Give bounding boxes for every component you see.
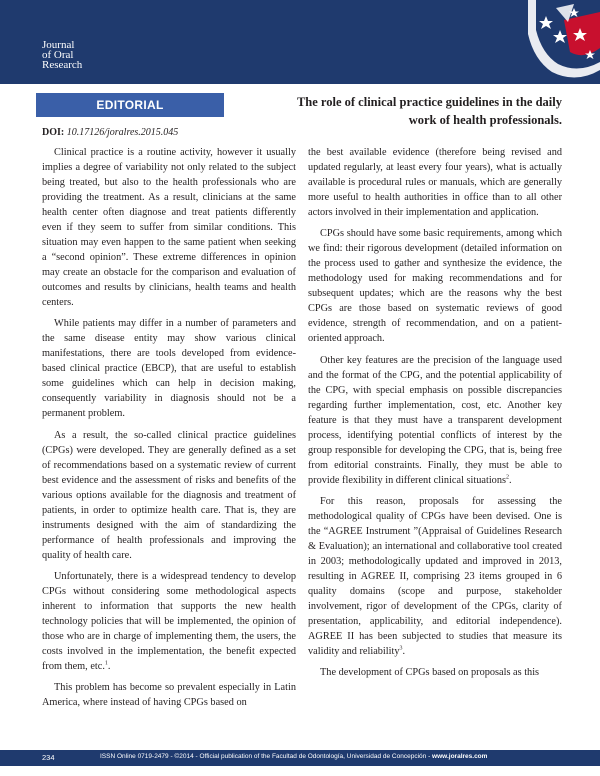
footer-website-link[interactable]: www.joralres.com [432,753,488,760]
section-label: EDITORIAL [36,93,224,117]
right-paragraph-2: CPGs should have some basic requirements, among which we find: their rigorous development (detailed information on the process used to gather and synthesize the evidence, the methodology used for making recommendations and for subsequent updates; which are the reasons why the best CPGs are those based on systematic reviews of good evidence, strength of recommendation, and on a patient-oriented approach. [308,228,562,345]
right-paragraph-4-text: For this reason, proposals for assessing the methodological quality of CPGs have been devised. One is the “AGREE Instrument ”(Appraisal of Guidelines Research & Evaluation); an international and collaborative tool created in 2003; methodologically updated and improved in 2013, resulting in AGREE II, comprising 23 items grouped in 6 quality domains (scope and purpose, stakeholder involvement, rigor of development of the CPGs, clarity of presentation, applicability, and editorial independence). AGREE II has been subjected to studies that measure its validity and reliability [308,495,562,658]
right-paragraph-3: Other key features are the precision of the language used and the format of the CPG, and the potential applicability of the CPG, with special emphasis on possible discrepancies regarding further implementation, cost, etc. Another key feature is that they must have a transparent development process, identifying potential conflicts of interest by the group responsible for developing the CPG, that is, being free from editorial constraints. Finally, they must be able to provide flexibility in different clinical situations$^2$. [308,354,562,486]
article-title: The role of clinical practice guidelines in the daily work of health professionals. [296,95,562,127]
right-paragraph-4: For this reason, proposals for assessing the methodological quality of CPGs have been devised. One is the “AGREE Instrument ”(Appraisal of Guidelines Research & Evaluation); an international and collaborative tool created in 2003; methodologically updated and improved in 2013, resulting in AGREE II, comprising 23 items grouped in 6 quality domains (scope and purpose, stakeholder involvement, rigor of development of the CPGs, clarity of presentation, applicability, and editorial independence). AGREE II has been subjected to studies that measure its validity and reliability$^3$. [308,495,562,658]
footer-publication-info: ISSN Online 0719-2479 - ©2014 - Official publication of the Facultad de Odontología, Universidad de Concepción - [100,753,433,760]
page-number: 234 [42,753,55,762]
right-paragraph-5: The development of CPGs based on proposals as this [320,667,540,679]
left-paragraph-4-text: Unfortunately, there is a widespread tendency to develop CPGs without considering some methodological aspects inherent to information that supports the new health technology policies that will be implemented, the opinion of those who are in charge of implementing them, the users, the costs involved in the implementation, the benefit expected from them, etc. [42,570,296,673]
citation-ref: 3 [399,645,403,652]
left-paragraph-4: Unfortunately, there is a widespread tendency to develop CPGs without considering some methodological aspects inherent to information that supports the new health technology policies that will be implemented, the opinion of those who are in charge of implementing them, the users, the costs involved in the implementation, the benefit expected from them, etc.$^1$. [42,570,296,673]
citation-ref: 2 [505,474,509,481]
footer-text [100,753,560,760]
left-paragraph-3: As a result, the so-called clinical practice guidelines (CPGs) were developed. They are generally defined as a set of recommendations based on a systematic review of current best evidence and the assessment of risks and benefits of the various options available for the diagnosis and treatment of patients, in order to optimize health care. That is, they are instruments designed with the aim of standardizing the performance of health professionals and improving the quality of health care. [42,429,296,561]
right-paragraph-1: the best available evidence (therefore being revised and updated regularly, at least every four years), what is actually available is procedural rules or manuals, which are generally more useful to health authorities in office than to all other actors involved in their implementation and application. [308,147,562,219]
journal-name-line-2: of Oral [42,49,74,61]
citation-ref: 1 [104,660,108,667]
doi [42,127,178,138]
right-column [308,145,562,686]
journal-name-line-3: Research [42,59,83,71]
left-paragraph-2: While patients may differ in a number of parameters and the same disease entity may show various clinical manifestations, there are tools developed from evidence-based clinical practice (EBCP), that are useful to establish some guidelines which can help in decision making, consequently variability in diagnosis should not be a permanent problem. [42,318,296,420]
doi-label: DOI: [42,127,65,138]
left-column [42,145,296,717]
doi-value: 10.17126/joralres.2015.045 [66,127,179,138]
left-paragraph-1: Clinical practice is a routine activity, however it usually implies a degree of variability not only related to the subject being treated, but also to the health professionals who are providing the treatment. As a result, clinicians at the same health center often diagnose and treat patients differently even if they seem to suffer from similar conditions. This situation may even happen to the same patient when seeking a “second opinion”. These extreme differences in opinion may create an obstacle for the comparison and evaluation of outcomes and results by clinicians, health teams and health centers. [42,147,296,309]
journal-logo [42,40,122,70]
right-paragraph-3-text: Other key features are the precision of the language used and the format of the CPG, and the potential applicability of the CPG, with special emphasis on possible discrepancies regarding further implementation, cost, etc. Another key feature is that they must have a transparent development process, identifying potential conflicts of interest by the group responsible for developing the CPG, that is, being free from editorial constraints. Finally, they must be able to provide flexibility in different clinical situations [308,354,562,486]
left-paragraph-5: This problem has become so prevalent especially in Latin America, where instead of having CPGs based on [42,682,296,709]
university-emblem-icon [518,0,600,84]
journal-name-line-1: Journal [42,39,75,51]
